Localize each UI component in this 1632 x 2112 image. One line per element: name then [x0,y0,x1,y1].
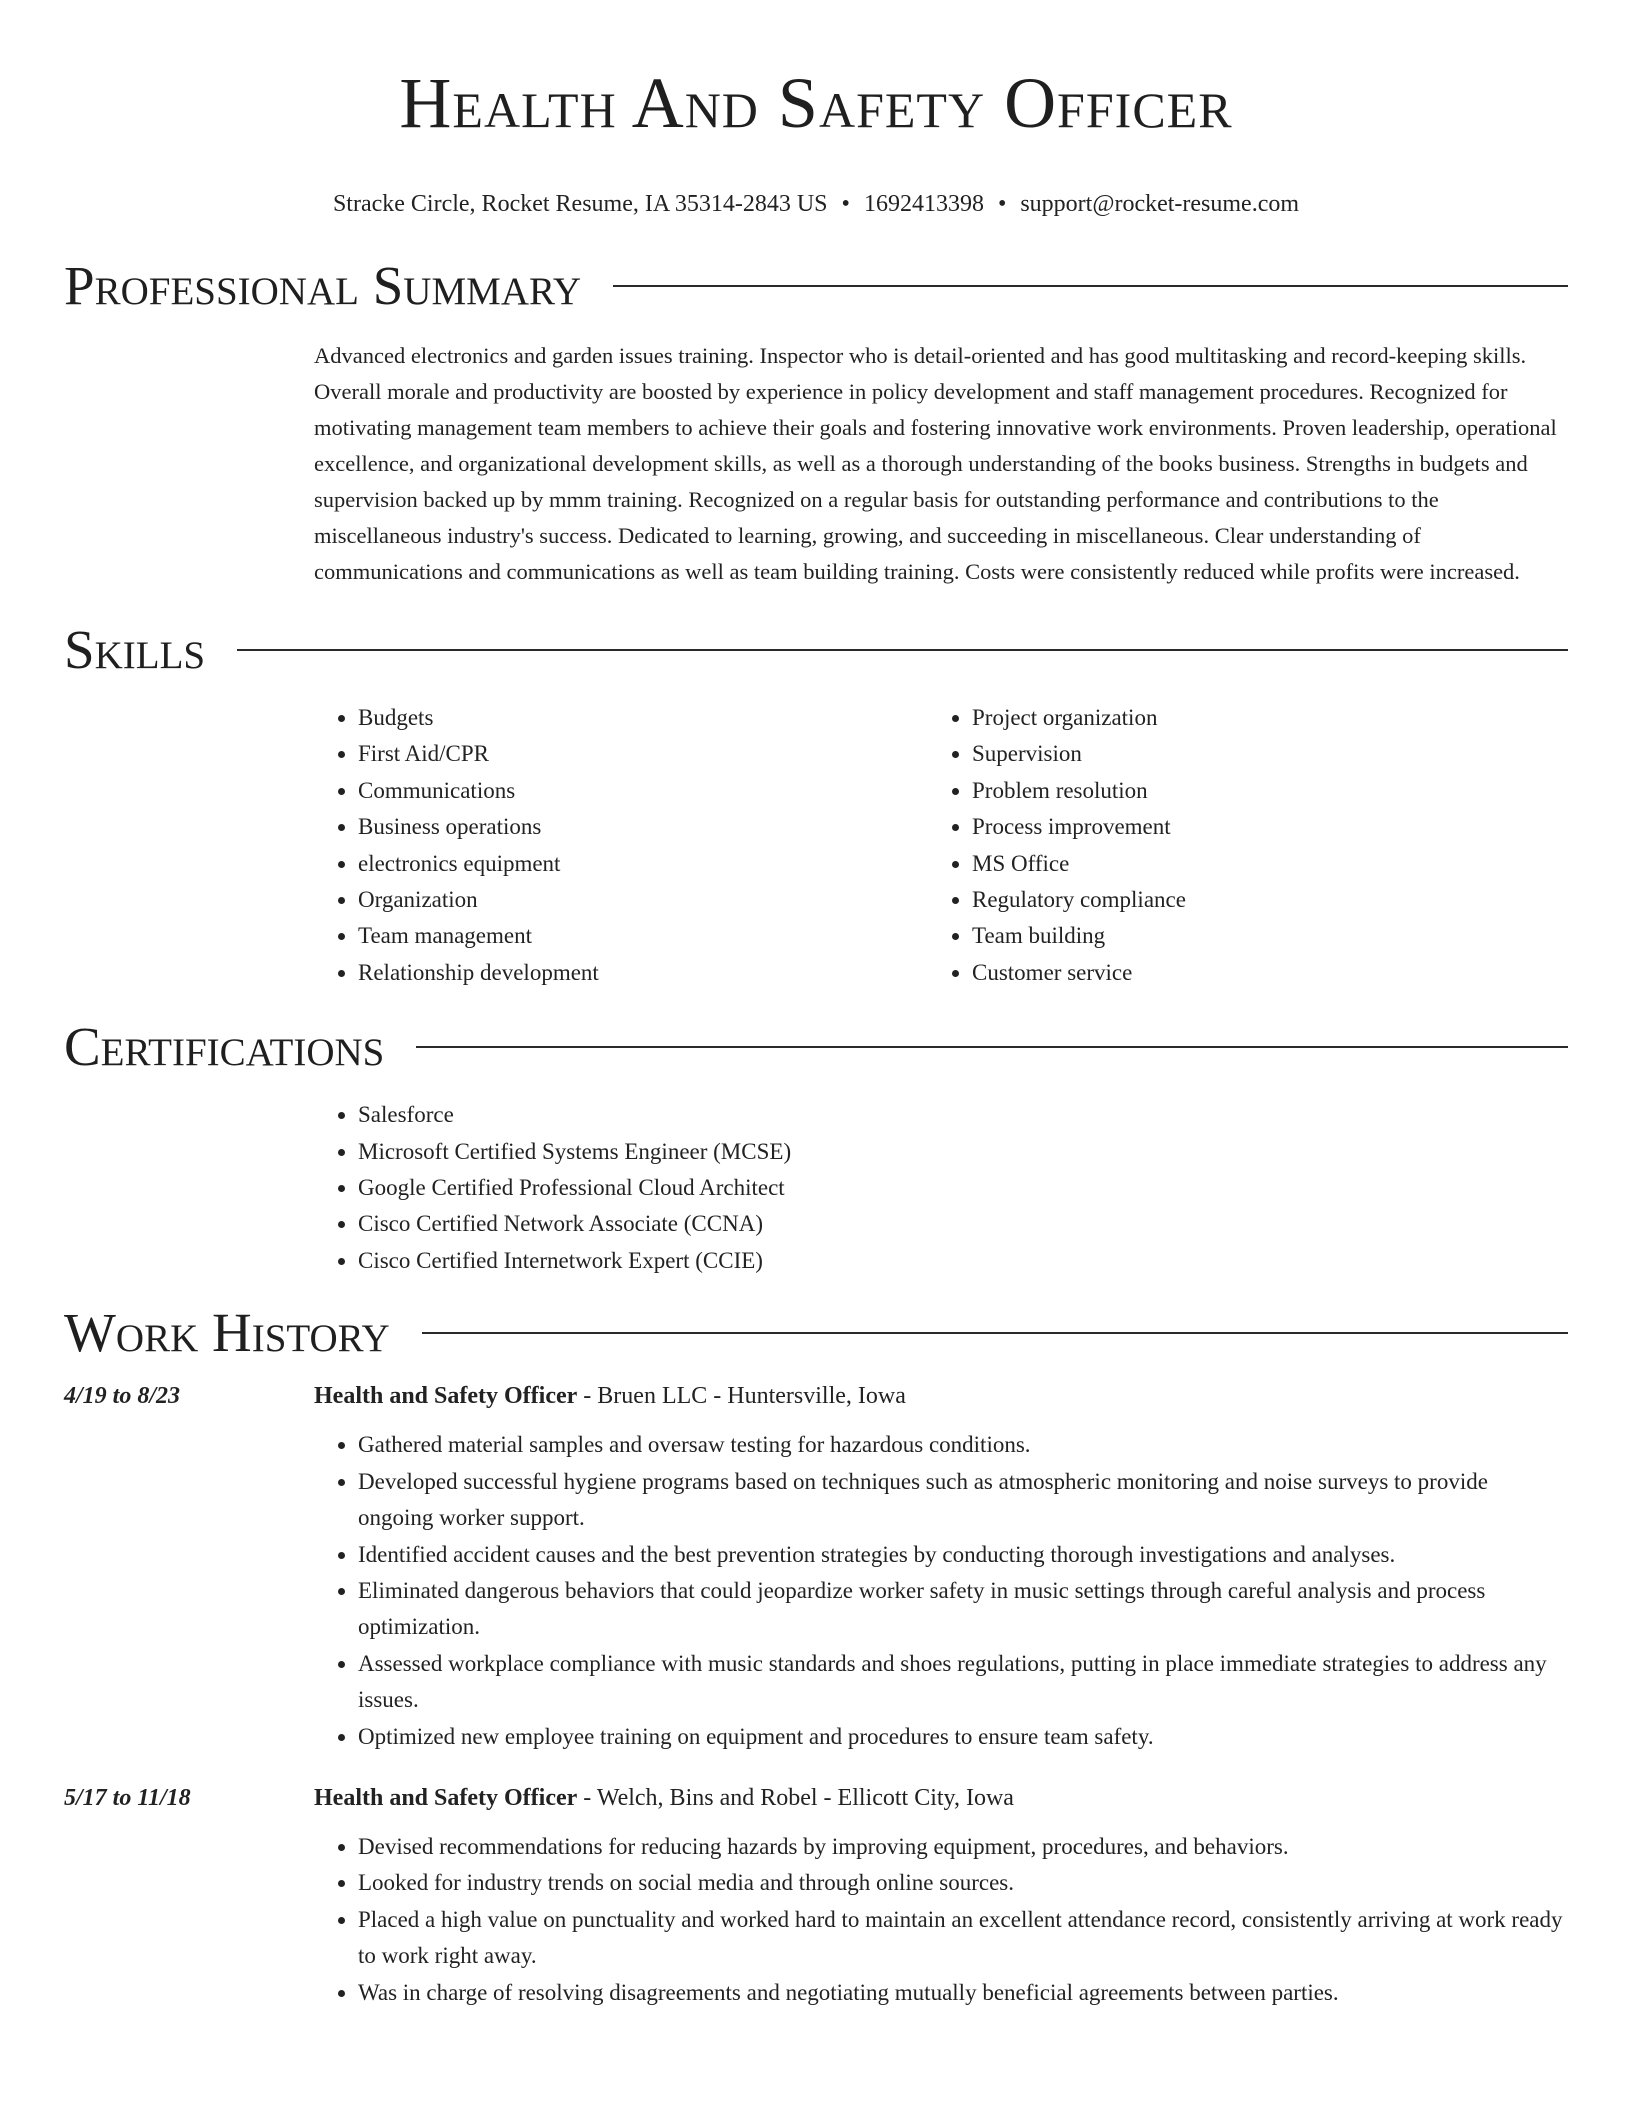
summary-body [314,338,1568,590]
job-header [64,1381,1568,1411]
list-item: • electronics equipment [358,846,928,882]
skills-section-header [64,620,1568,680]
list-item: • Business operations [358,809,928,845]
job-info [314,1783,1014,1813]
list-item: • Customer service [972,955,1542,991]
skills-list-right [928,700,1542,991]
section-divider [416,1046,1568,1048]
summary-section-header [64,256,1568,316]
skills-column-right [928,700,1542,991]
list-item: • Assessed workplace compliance with music standards and shoes regulations, putting in place immediate strategies to address any issues. [358,1646,1568,1719]
skills-column-left [314,700,928,991]
section-divider [237,649,1568,651]
list-item: • Eliminated dangerous behaviors that could jeopardize worker safety in music settings through careful analysis and process optimization. [358,1573,1568,1646]
list-item: • Microsoft Certified Systems Engineer (MCSE) [358,1134,1568,1170]
section-divider [613,285,1568,287]
certifications-section-header [64,1017,1568,1077]
job-duties-list [314,1427,1568,1755]
list-item: • Optimized new employee training on equipment and procedures to ensure team safety. [358,1719,1568,1755]
list-item: • Team management [358,918,928,954]
job-duties [314,1829,1568,2011]
job-duties [314,1427,1568,1755]
skills-list [314,700,1568,991]
list-item: • Project organization [972,700,1542,736]
job-header [64,1783,1568,1813]
list-item: • Salesforce [358,1097,1568,1133]
candidate-name: Health And Safety Officer [399,63,1233,143]
certifications-body [314,1097,1568,1279]
list-item: • Looked for industry trends on social media and through online sources. [358,1865,1568,1901]
list-item: • Identified accident causes and the best prevention strategies by conducting thorough investigations and analyses. [358,1537,1568,1573]
section-heading-skills: Skills [64,619,206,680]
list-item: • Budgets [358,700,928,736]
certifications-list [314,1097,1568,1279]
job-employer-location: - Welch, Bins and Robel - Ellicott City, Iowa [577,1784,1014,1811]
list-item: • Relationship development [358,955,928,991]
separator: • [841,191,850,217]
list-item: • Placed a high value on punctuality and worked hard to maintain an excellent attendance record, consistently arriving at work ready to work right away. [358,1902,1568,1975]
list-item: • MS Office [972,846,1542,882]
work-history-section-header [64,1303,1568,1363]
separator: • [997,191,1007,217]
list-item: • Was in charge of resolving disagreements and negotiating mutually beneficial agreements between parties. [358,1975,1568,2011]
list-item: • Supervision [972,736,1542,772]
list-item: • Organization [358,882,928,918]
work-history-list [64,1381,1568,2011]
address: Stracke Circle, Rocket Resume, IA 35314-2843 US [332,191,828,217]
job-entry [64,1381,1568,1755]
list-item: • Cisco Certified Network Associate (CCNA) [358,1206,1568,1242]
job-dates: 5/17 to 11/18 [64,1784,191,1811]
job-employer-location: - Bruen LLC - Huntersville, Iowa [577,1383,906,1410]
job-title: Health and Safety Officer [314,1383,578,1410]
list-item: • First Aid/CPR [358,736,928,772]
list-item: • Developed successful hygiene programs based on techniques such as atmospheric monitoring and noise surveys to provide ongoing worker support. [358,1464,1568,1537]
summary-text: Advanced electronics and garden issues training. Inspector who is detail-oriented and has good multitasking and record-keeping skills. Overall morale and productivity are boosted by experience in policy development and staff management procedures. Recognized for motivating management team members to achieve their goals and fostering innovative work environments. Proven leadership, operational excellence, and organizational development skills, as well as a thorough understanding of the books business. Strengths in budgets and supervision backed up by mmm training. Recognized on a regular basis for outstanding performance and contributions to the miscellaneous industry's success. Dedicated to learning, growing, and succeeding in miscellaneous. Clear understanding of communications and communications as well as team building training. Costs were consistently reduced while profits were increased. [314,343,1557,584]
list-item: • Google Certified Professional Cloud Architect [358,1170,1568,1206]
list-item: • Process improvement [972,809,1542,845]
list-item: • Cisco Certified Internetwork Expert (CCIE) [358,1243,1568,1279]
list-item: • Gathered material samples and oversaw testing for hazardous conditions. [358,1427,1568,1463]
section-heading-work-history: Work History [64,1302,390,1364]
job-title: Health and Safety Officer [314,1784,578,1811]
job-info [314,1381,906,1411]
phone: 1692413398 [863,191,984,217]
list-item: • Regulatory compliance [972,882,1542,918]
section-heading-certifications: Certifications [64,1016,385,1078]
contact-line [64,190,1568,218]
list-item: • Problem resolution [972,773,1542,809]
email: support@rocket-resume.com [1020,191,1300,217]
section-heading-summary: Professional Summary [64,255,582,316]
list-item: • Team building [972,918,1542,954]
section-divider [422,1332,1568,1334]
skills-list-left [314,700,928,991]
list-item: • Communications [358,773,928,809]
list-item: • Devised recommendations for reducing hazards by improving equipment, procedures, and behaviors. [358,1829,1568,1865]
job-duties-list [314,1829,1568,2011]
job-entry [64,1783,1568,2011]
job-dates: 4/19 to 8/23 [64,1383,181,1410]
